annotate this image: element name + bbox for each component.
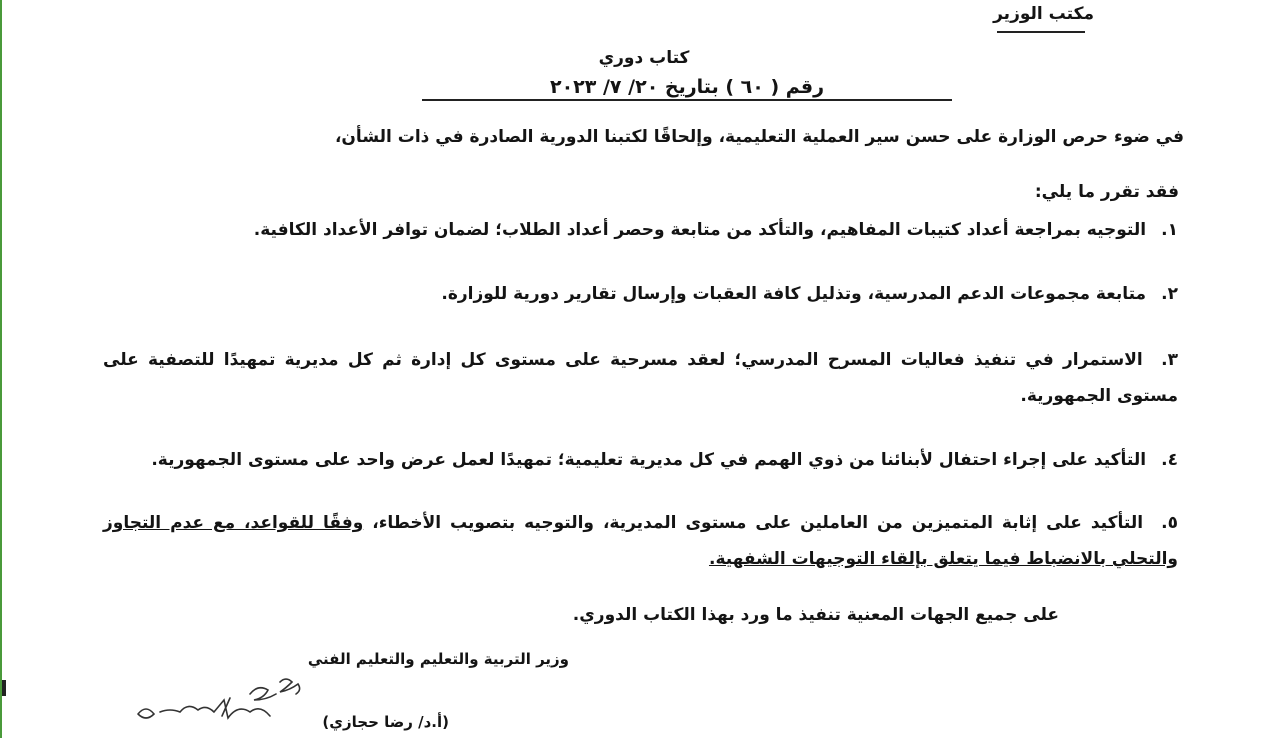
- item-number: ٥.: [1161, 513, 1179, 533]
- list-item-3: [103, 342, 1178, 414]
- header-divider: [997, 31, 1085, 33]
- decision-heading: فقد تقرر ما يلي:: [1034, 182, 1179, 202]
- item-number: ٣.: [1161, 350, 1178, 370]
- item-text: التوجيه بمراجعة أعداد كتيبات المفاهيم، والتأكد من متابعة وحصر أعداد الطلاب؛ لضمان توافر الأعداد الكافية.: [253, 220, 1147, 240]
- item-number: ٤.: [1161, 450, 1178, 470]
- handwritten-signature-icon: [130, 672, 320, 728]
- item-text: متابعة مجموعات الدعم المدرسية، وتذليل كافة العقبات وإرسال تقارير دورية للوزارة.: [441, 284, 1147, 304]
- item-text: التأكيد على إثابة المتميزين من العاملين على مستوى المديرية، والتوجيه بتصويب الأخطاء،: [363, 513, 1144, 533]
- item-text: التأكيد على إجراء احتفال لأبنائنا من ذوي الهمم في كل مديرية تعليمية؛ تمهيدًا لعمل عرض واحد على مستوى الجمهورية.: [151, 450, 1147, 470]
- reference-number-date: رقم ( ٦٠ ) بتاريخ ٢٠/ ٧/ ٢٠٢٣: [422, 76, 952, 101]
- scan-edge-mark: [2, 680, 6, 696]
- list-item-5: [103, 505, 1178, 577]
- signatory-name: (أ.د/ رضا حجازي): [322, 713, 449, 731]
- list-item-2: [103, 276, 1178, 312]
- office-header: مكتب الوزير: [993, 4, 1094, 24]
- item-number: ١.: [1161, 220, 1178, 240]
- closing-statement: على جميع الجهات المعنية تنفيذ ما ورد بهذا الكتاب الدوري.: [572, 605, 1059, 625]
- document-title: كتاب دوري: [598, 48, 690, 68]
- intro-paragraph: في ضوء حرص الوزارة على حسن سير العملية التعليمية، وإلحاقًا لكتبنا الدورية الصادرة في ذات الشأن،: [334, 127, 1184, 147]
- item-text: الاستمرار في تنفيذ فعاليات المسرح المدرسي؛ لعقد مسرحية على مستوى كل إدارة ثم كل مديرية تمهيدًا للتصفية على مستوى الجمهورية.: [103, 350, 1178, 406]
- item-number: ٢.: [1161, 284, 1178, 304]
- signatory-title: وزير التربية والتعليم والتعليم الفني: [307, 650, 569, 668]
- item-text-underlined: وفقًا للقواعد، مع عدم التجاوز والتحلي بالانضباط فيما يتعلق بإلقاء التوجيهات الشفهية.: [103, 513, 1178, 569]
- list-item-4: [103, 442, 1178, 478]
- list-item-1: [103, 212, 1178, 248]
